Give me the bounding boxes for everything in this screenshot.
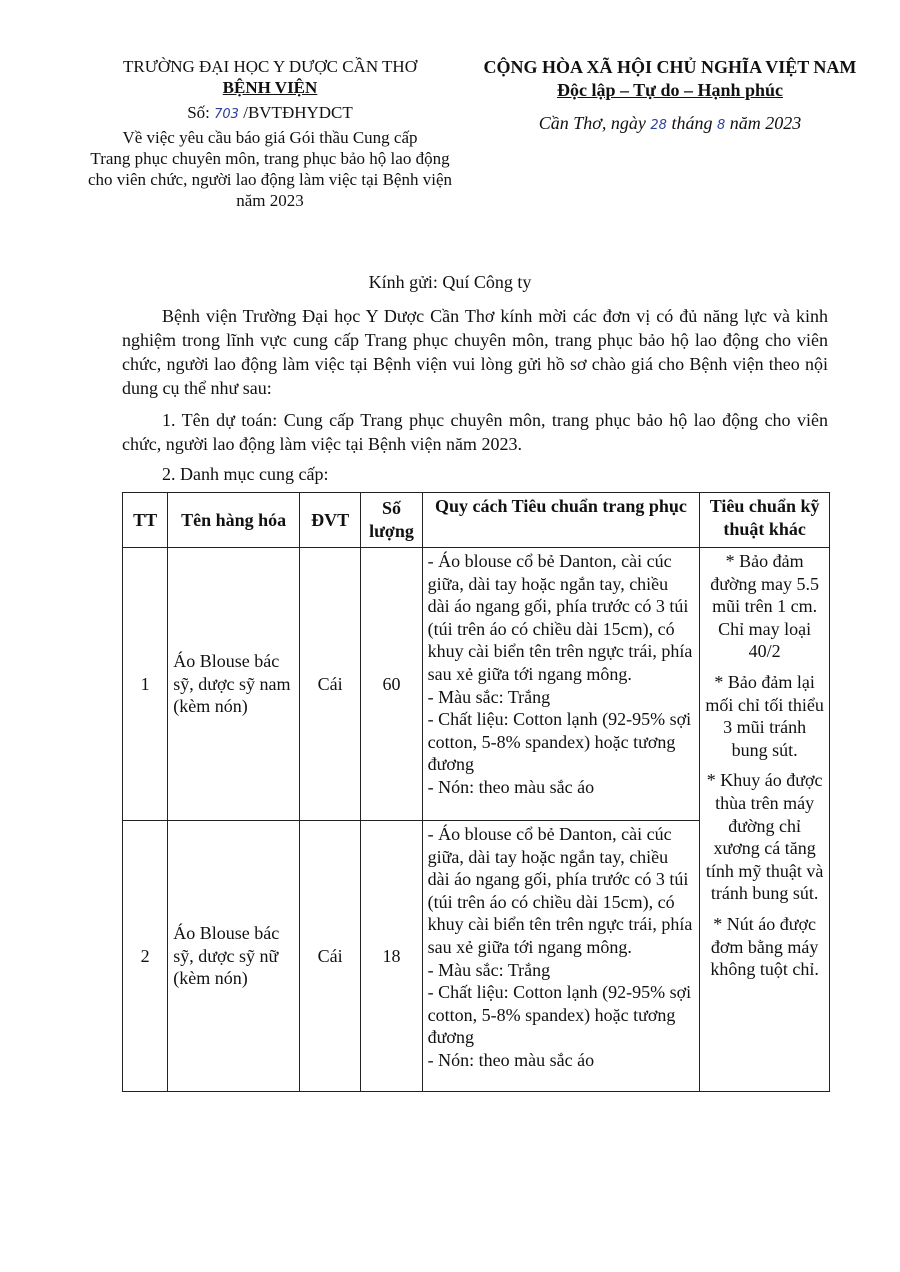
greeting: Kính gửi: Quí Công ty [368,272,532,292]
handwritten-month: 8 [716,118,726,133]
row-tt: 2 [123,821,168,1092]
national-motto: Độc lập – Tự do – Hạnh phúc [556,80,784,100]
national-header [470,56,870,137]
catalog-heading: 2. Danh mục cung cấp: [162,464,329,484]
intro-paragraph: Bệnh viện Trường Đại học Y Dược Cần Thơ kính mời các đơn vị có đủ năng lực và kinh nghiệm trong lĩnh vực cung cấp Trang phục chuyên môn, trang phục bảo hộ lao động cho viên chức, người lao động làm việc tại Bệnh viện vui lòng gửi hồ sơ chào giá cho Bệnh viện theo nội dung cụ thể như sau: [122,306,828,398]
tech-standard: * Khuy áo được thùa trên máy đường chỉ xương cá tăng tính mỹ thuật và tránh bung sút. [705,770,824,904]
header-tech: Tiêu chuẩn kỹ thuật khác [700,493,830,548]
issuer-block [60,56,480,211]
spec-line: - Màu sắc: Trắng [427,959,551,980]
date-line: Cần Thơ, ngày 28 tháng 8 năm 2023 [538,113,802,133]
subject-line: cho viên chức, người lao động làm việc tại Bệnh viện [87,170,452,189]
handwritten-day: 28 [650,118,667,133]
table-header-row [123,493,830,548]
row-item-name: Áo Blouse bác sỹ, dược sỹ nam (kèm nón) [168,548,300,821]
spec-line: - Áo blouse cổ bẻ Danton, cài cúc giữa, dài tay hoặc ngắn tay, chiều dài áo ngang gối, phía trước có 3 túi (túi trên áo có chiều dài 15cm), có khuy cài biển tên trên ngực trái, phía sau xẻ giữa tới ngang mông. [427,824,693,957]
row-qty: 18 [361,821,422,1092]
items-table [122,492,830,1092]
row-tt: 1 [123,548,168,821]
spec-line: - Áo blouse cổ bẻ Danton, cài cúc giữa, dài tay hoặc ngắn tay, chiều dài áo ngang gối, phía trước có 3 túi (túi trên áo có chiều dài 15cm), có khuy cài biển tên trên ngực trái, phía sau xẻ giữa tới ngang mông. [427,551,693,684]
republic-title: CỘNG HÒA XÃ HỘI CHỦ NGHĨA VIỆT NAM [483,57,857,77]
tech-standards-cell [700,548,830,1092]
spec-line: - Nón: theo màu sắc áo [427,1049,595,1070]
tech-standard: * Nút áo được đơm bằng máy không tuột chỉ. [710,913,819,980]
row-unit: Cái [299,548,360,821]
subject-line: Về việc yêu cầu báo giá Gói thầu Cung cấp [122,128,418,147]
header-spec: Quy cách Tiêu chuẩn trang phục [422,493,700,548]
subject-line: Trang phục chuyên môn, trang phục bảo hộ lao động [90,149,450,168]
spec-line: - Chất liệu: Cotton lạnh (92-95% sợi cotton, 5-8% spandex) hoặc tương đương [427,709,692,775]
subject-line: năm 2023 [236,191,304,210]
hospital-name: BỆNH VIỆN [222,78,318,97]
header-name: Tên hàng hóa [168,493,300,548]
header-tt: TT [123,493,168,548]
handwritten-number: 703 [214,107,239,122]
subject-block [60,127,480,211]
estimate-name-paragraph: 1. Tên dự toán: Cung cấp Trang phục chuyên môn, trang phục bảo hộ lao động cho viên chức, người lao động làm việc tại Bệnh viện năm 2023. [122,410,828,454]
row-qty: 60 [361,548,422,821]
table-row [123,548,830,821]
tech-standard: * Bảo đảm đường may 5.5 mũi trên 1 cm. Chỉ may loại 40/2 [710,551,819,662]
university-name: TRƯỜNG ĐẠI HỌC Y DƯỢC CẦN THƠ [123,57,417,76]
header-unit: ĐVT [299,493,360,548]
row-item-name: Áo Blouse bác sỹ, dược sỹ nữ (kèm nón) [168,821,300,1092]
spec-line: - Chất liệu: Cotton lạnh (92-95% sợi cotton, 5-8% spandex) hoặc tương đương [427,982,692,1048]
spec-line: - Nón: theo màu sắc áo [427,776,595,797]
header-qty: Số lượng [361,493,422,548]
spec-line: - Màu sắc: Trắng [427,686,551,707]
row-spec [422,821,700,1092]
tech-standard: * Bảo đảm lại mối chỉ tối thiểu 3 mũi tránh bung sút. [705,671,824,760]
row-unit: Cái [299,821,360,1092]
document-number: Số: 703 /BVTĐHYDCT [187,103,353,122]
row-spec [422,548,700,821]
